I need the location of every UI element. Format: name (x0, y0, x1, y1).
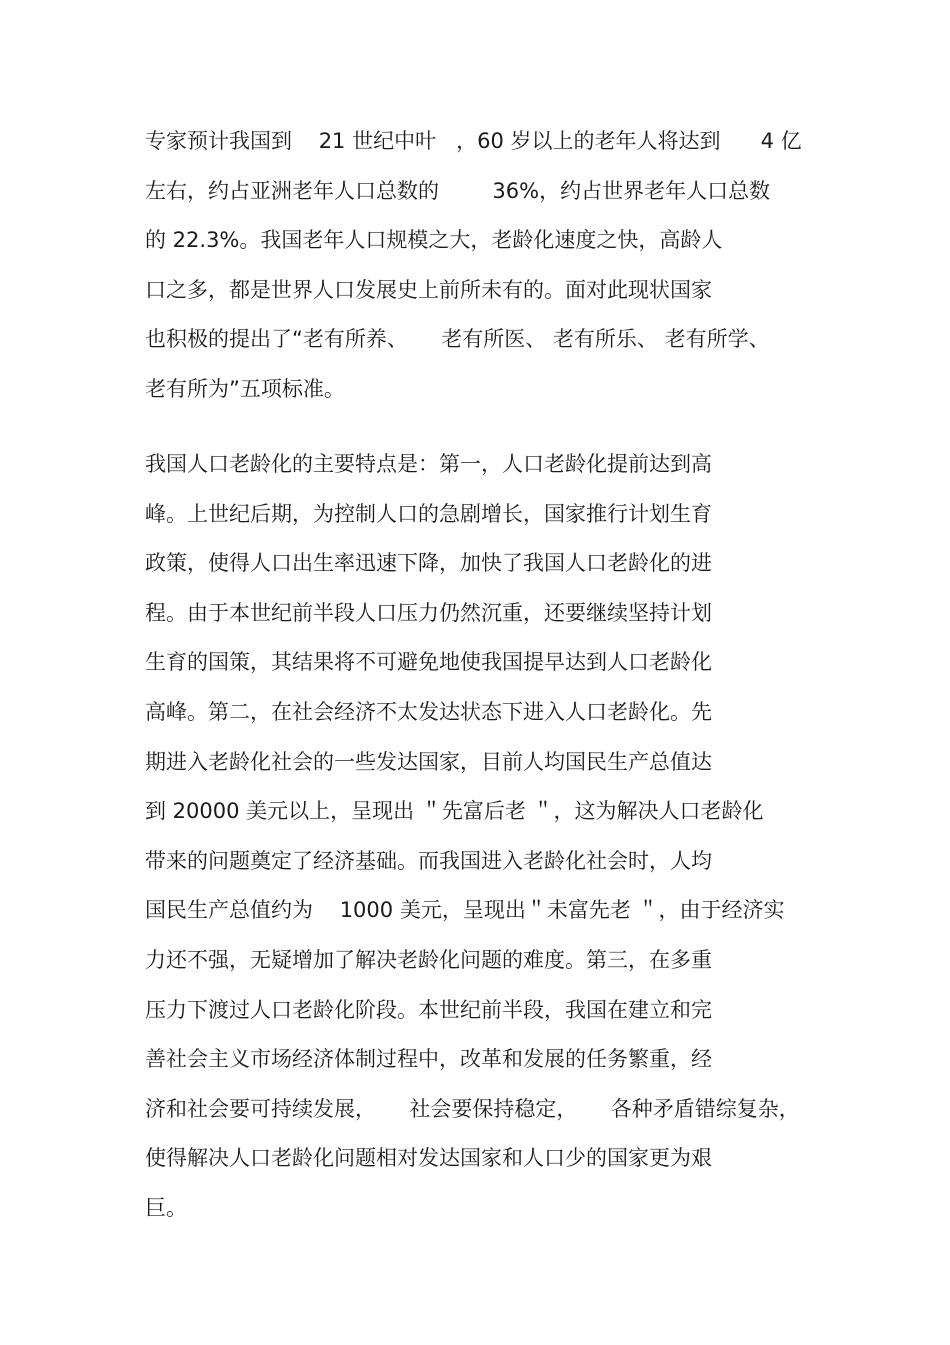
text-line: 政策，使得人口出生率迅速下降，加快了我国人口老龄化的进 (145, 551, 712, 576)
text-line: 生育的国策，其结果将不可避免地使我国提早达到人口老龄化 (145, 650, 712, 675)
text-line: 善社会主义市场经济体制过程中，改革和发展的任务繁重，经 (145, 1047, 712, 1072)
text-line: 使得解决人口老龄化问题相对发达国家和人口少的国家更为艰 (145, 1146, 712, 1171)
text-line: 压力下渡过人口老龄化阶段。本世纪前半段，我国在建立和完 (145, 997, 712, 1022)
text-line: 左右，约占亚洲老年人口总数的 36%，约占世界老年人口总数 (145, 178, 771, 203)
text-line: 的 22.3%。我国老年人口规模之大，老龄化速度之快，高龄人 (145, 228, 723, 253)
text-line: 带来的问题奠定了经济基础。而我国进入老龄化社会时，人均 (145, 848, 712, 873)
text-line: 专家预计我国到 21 世纪中叶 ，60 岁以上的老年人将达到 4 亿 (145, 129, 802, 153)
text-line: 济和社会要可持续发展， 社会要保持稳定， 各种矛盾错综复杂， (145, 1096, 800, 1121)
text-line: 程。由于本世纪前半段人口压力仍然沉重，还要继续坚持计划 (145, 600, 712, 625)
paragraph-characteristics (145, 440, 800, 1234)
text-line: 期进入老龄化社会的一些发达国家，目前人均国民生产总值达 (145, 749, 712, 774)
text-line: 口之多，都是世界人口发展史上前所未有的。面对此现状国家 (145, 277, 712, 302)
text-line: 国民生产总值约为 1000 美元，呈现出＂未富先老 ＂，由于经济实 (145, 898, 785, 923)
text-line: 高峰。第二，在社会经济不太发达状态下进入人口老龄化。先 (145, 699, 712, 724)
text-line: 老有所为”五项标准。 (145, 376, 345, 401)
text-line: 峰。上世纪后期，为控制人口的急剧增长，国家推行计划生育 (145, 501, 712, 526)
text-line: 力还不强，无疑增加了解决老龄化问题的难度。第三，在多重 (145, 947, 712, 972)
text-line: 巨。 (145, 1195, 187, 1220)
paragraph-projection (145, 117, 802, 415)
text-line: 也积极的提出了“老有所养、 老有所医、 老有所乐、 老有所学、 (145, 327, 770, 352)
text-line: 我国人口老龄化的主要特点是：第一，人口老龄化提前达到高 (145, 452, 712, 476)
text-line: 到 20000 美元以上，呈现出 ＂先富后老 ＂，这为解决人口老龄化 (145, 799, 764, 824)
